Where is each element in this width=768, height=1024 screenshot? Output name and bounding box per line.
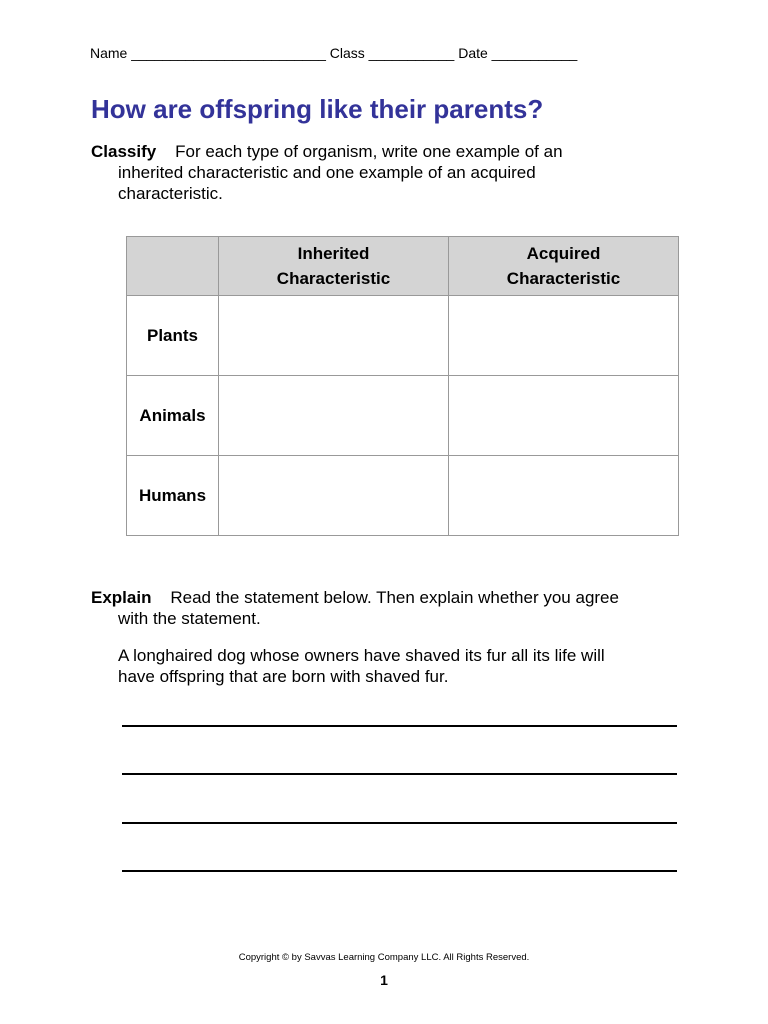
header-inherited-line1: Inherited	[297, 244, 370, 263]
header-acquired-line2: Characteristic	[506, 269, 621, 288]
page-title: How are offspring like their parents?	[91, 94, 544, 124]
classify-instruction	[91, 141, 691, 204]
explain-text-line1: Read the statement below. Then explain whether you agree	[170, 588, 619, 607]
explain-label: Explain	[91, 588, 152, 607]
humans-inherited-cell[interactable]	[219, 456, 449, 536]
statement-line2: have offspring that are born with shaved fur.	[118, 667, 449, 686]
answer-line[interactable]	[122, 822, 677, 824]
classify-text-line2: inherited characteristic and one example of an acquired	[118, 163, 536, 182]
page-number: 1	[380, 972, 388, 988]
animals-inherited-cell[interactable]	[219, 376, 449, 456]
explain-instruction	[91, 587, 691, 629]
statement-line1: A longhaired dog whose owners have shaved its fur all its life will	[118, 646, 605, 665]
plants-acquired-cell[interactable]	[449, 296, 679, 376]
humans-acquired-cell[interactable]	[449, 456, 679, 536]
name-class-date-line[interactable]: Name _________________________ Class ___________ Date ___________	[90, 45, 578, 61]
answer-line[interactable]	[122, 725, 677, 727]
header-inherited-line2: Characteristic	[276, 269, 391, 288]
table-row-animals	[127, 376, 679, 456]
header-inherited	[219, 237, 449, 296]
answer-line[interactable]	[122, 773, 677, 775]
header-acquired	[449, 237, 679, 296]
row-label-plants: Plants	[127, 296, 219, 376]
row-label-humans: Humans	[127, 456, 219, 536]
classify-text-line3: characteristic.	[118, 184, 223, 203]
classification-table	[126, 236, 679, 536]
table-corner-cell	[127, 237, 219, 296]
statement-text	[118, 645, 698, 687]
classify-label: Classify	[91, 142, 157, 161]
plants-inherited-cell[interactable]	[219, 296, 449, 376]
table-row-plants	[127, 296, 679, 376]
explain-text-line2: with the statement.	[118, 609, 261, 628]
copyright-footer: Copyright © by Savvas Learning Company LLC. All Rights Reserved.	[238, 952, 530, 963]
table-header-row	[127, 237, 679, 296]
table-row-humans	[127, 456, 679, 536]
classify-text-line1: For each type of organism, write one example of an	[175, 142, 563, 161]
answer-line[interactable]	[122, 870, 677, 872]
header-acquired-line1: Acquired	[526, 244, 601, 263]
row-label-animals: Animals	[127, 376, 219, 456]
animals-acquired-cell[interactable]	[449, 376, 679, 456]
